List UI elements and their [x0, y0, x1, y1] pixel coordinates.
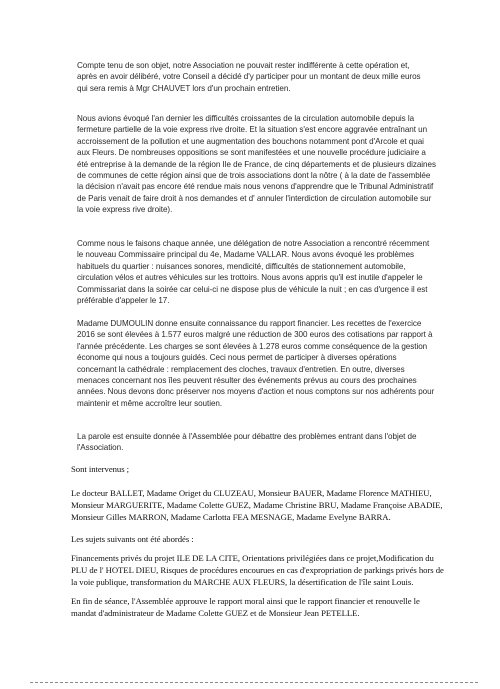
- closing-resolution: En fin de séance, l'Assemblée approuve le rapport moral ainsi que le rapport financier et renouvelle le mandat d'administrateur de Madame Colette GUEZ et de Monsieur Jean PETELLE.: [71, 596, 420, 618]
- paragraph-traffic-issues: Nous avions évoqué l'an dernier les difficultés croissantes de la circulation automobile depuis la fermeture partielle de la voie express rive droite. Et la situation s'est encore aggravée entraînant un accroissement de la pollution et une augmentation des bouchons notamment pont d'Arcole et quai aux Fleurs. De nombreuses oppositions se sont manifestées et une nouvelle procédure judiciaire a été entreprise à la demande de la région Ile de France, de cinq départements et de plusieurs dizaines de communes de cette région ainsi que de trois associations dont la nôtre ( à la date de l'assemblée la décision n'avait pas encore été rendue mais nous venons d'apprendre que le Tribunal Administratif de Paris venait de faire droit à nos demandes et d' annuler l'interdiction de circulation automobile sur la voie express rive droite).: [77, 114, 436, 215]
- paragraph-financial-report: Madame DUMOULIN donne ensuite connaissance du rapport financier. Les recettes de l'exercice 2016 se sont élevées à 1.577 euros malgré une réduction de 300 euros des cotisations par rapport à l'année précédente. Les charges se sont élevées à 1.278 euros comme conséquence de la gestion économe qui nous a toujours guidés. Ceci nous permet de participer à diverses opérations concernant la cathédrale : remplacement des cloches, travaux d'entretien. En outre, diverses menaces concernant nos îles peuvent résulter des événements prévus au cours des prochaines années. Nous devons donc préserver nos moyens d'action et nous comptons sur nos adhérents pour maintenir et même accroître leur soutien.: [77, 319, 435, 408]
- paragraph-floor-opened: La parole est ensuite donnée à l'Assemblée pour débattre des problèmes entrant dans l'objet de l'Association.: [77, 432, 417, 453]
- topics-list: Financements privés du projet ILE DE LA CITE, Orientations privilégiées dans ce projet,Modification du PLU de l' HOTEL DIEU, Risques de procédures encourues en cas d'expropriation de parkings privés hors de la voie publique, transformation du MARCHE AUX FLEURS, la désertification de l'île saint Louis.: [71, 553, 444, 587]
- paragraph-police-meeting: Comme nous le faisons chaque année, une délégation de notre Association a rencontré récemment le nouveau Commissaire principal du 4e, Madame VALLAR. Nous avons évoqué les problèmes habituels du quartier : nuisances sonores, mendicité, difficultés de stationnement automobile, circulation vélos et autres véhicules sur les trottoirs. Nous avons appris qu'il est inutile d'appeler le Commissariat dans la soirée car celui-ci ne dispose plus de véhicule la nuit ; en cas d'urgence il est préférable d'appeler le 17.: [77, 239, 430, 306]
- speakers-list: Le docteur BALLET, Madame Origet du CLUZEAU, Monsieur BAUER, Madame Florence MATHIEU, Monsieur MARGUERITE, Madame Colette GUEZ, Madame Christine BRU, Madame Françoise ABADIE, Monsieur Gilles MARRON, Madame Carlotta FEA MESNAGE, Madame Evelyne BARRA.: [71, 488, 443, 522]
- footer-divider: [30, 682, 478, 683]
- speakers-heading: Sont intervenus ;: [71, 464, 130, 474]
- paragraph-association-contribution: Compte tenu de son objet, notre Association ne pouvait rester indifférente à cette opération et, après en avoir délibéré, votre Conseil a décidé d'y participer pour un montant de deux mille euros qui sera remis à Mgr CHAUVET lors d'un prochain entretien.: [77, 61, 421, 93]
- topics-heading: Les sujets suivants ont été abordés :: [71, 534, 194, 544]
